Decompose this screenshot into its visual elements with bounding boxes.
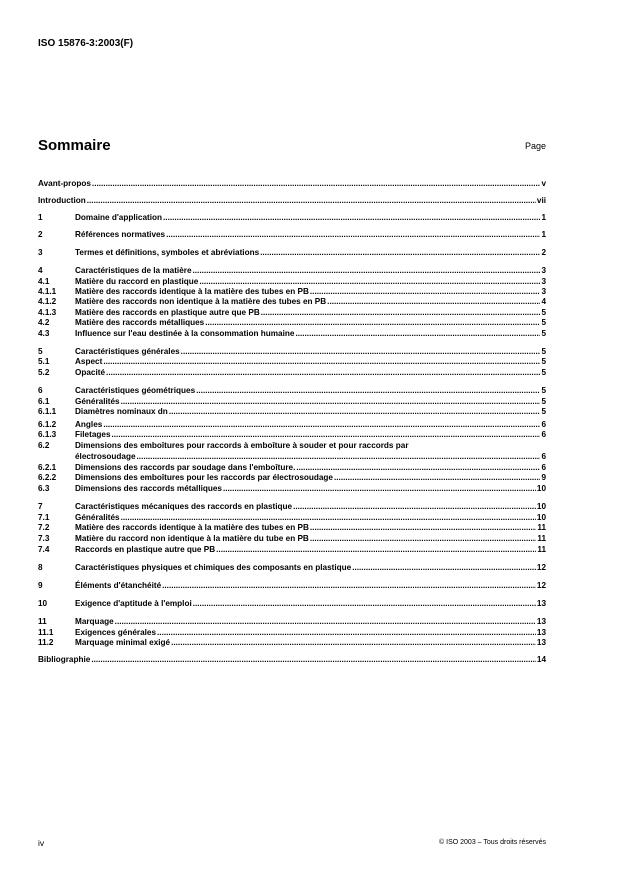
toc-entry[interactable] (38, 195, 546, 206)
toc-entry-number: 4.3 (38, 329, 50, 338)
toc-entry[interactable] (38, 212, 546, 223)
toc-entry[interactable] (38, 654, 546, 665)
toc-entry[interactable] (38, 247, 546, 258)
toc-leader-dots (169, 406, 541, 417)
toc-entry[interactable] (38, 328, 546, 339)
toc-entry-title: Filetages (75, 430, 111, 439)
toc-entry-number: 6.1.3 (38, 430, 57, 439)
toc-entry-page: 13 (536, 638, 546, 647)
toc-entry-number: 4.1.2 (38, 297, 57, 306)
toc-entry-number: 7.3 (38, 534, 50, 543)
toc-entry-title: Caractéristiques physiques et chimiques des composants en plastique (75, 563, 352, 572)
toc-entry-title: Exigence d'aptitude à l'emploi (75, 599, 192, 608)
toc-entry-page: 3 (541, 277, 546, 286)
footer-copyright: © ISO 2003 – Tous droits réservés (439, 839, 546, 846)
toc-entry-page: 13 (536, 628, 546, 637)
toc-entry-page: 5 (541, 357, 546, 366)
toc-entry[interactable] (38, 501, 546, 512)
toc-entry[interactable] (38, 533, 546, 544)
footer-page-number: iv (38, 838, 45, 848)
toc-entry-number: 4 (38, 266, 43, 275)
toc-entry-page: 3 (541, 266, 546, 275)
toc-entry-number: 7.4 (38, 545, 50, 554)
toc-entry-number: 11.2 (38, 638, 54, 647)
toc-entry-title: Dimensions des emboîtures pour raccords à emboîture à souder et pour raccords par (75, 441, 409, 450)
toc-entry-title: Éléments d'étanchéité (75, 581, 162, 590)
toc-leader-dots (260, 247, 540, 258)
toc-entry[interactable] (38, 296, 546, 307)
toc-entry-page: 1 (541, 213, 546, 222)
toc-entry-title: Matière des raccords en plastique autre que PB (75, 308, 260, 317)
toc-entry-title: Dimensions des raccords par soudage dans l'emboîture. (75, 463, 296, 472)
toc-entry-page: 2 (541, 248, 546, 257)
toc-entry-title: Marquage minimal exigé (75, 638, 171, 647)
toc-leader-dots (171, 637, 536, 648)
toc-entry-title: Marquage (75, 617, 114, 626)
toc-entry-number: 6.1.1 (38, 407, 57, 416)
toc-entry[interactable] (38, 616, 546, 627)
toc-entry-number: 1 (38, 213, 43, 222)
toc-entry-page: 6 (541, 463, 546, 472)
toc-leader-dots (310, 533, 537, 544)
toc-entry[interactable] (38, 229, 546, 240)
toc-entry-number: 5.2 (38, 368, 50, 377)
toc-entry-title: Dimensions des raccords métalliques (75, 484, 222, 493)
toc-entry[interactable] (38, 522, 546, 533)
toc-entry-page: v (541, 179, 546, 188)
toc-leader-dots (327, 296, 540, 307)
toc-entry-title: Matière des raccords identique à la matière des tubes en PB (75, 523, 309, 532)
toc-entry-page: 1 (541, 230, 546, 239)
toc-entry-page: 11 (537, 545, 546, 554)
toc-leader-dots (334, 472, 540, 483)
toc-entry-page: 5 (541, 329, 546, 338)
toc-entry-title-continued: électrosoudage (75, 452, 136, 461)
toc-entry-number: 6 (38, 386, 43, 395)
toc-entry-page: 9 (541, 473, 546, 482)
toc-entry-page: 5 (541, 386, 546, 395)
toc-entry-page: 12 (536, 581, 546, 590)
toc-entry-title: Caractéristiques générales (75, 347, 180, 356)
toc-entry-page: 4 (541, 297, 546, 306)
toc-entry-title: Matière du raccord non identique à la matière du tube en PB (75, 534, 309, 543)
toc-entry-page: 6 (541, 420, 546, 429)
toc-entry[interactable] (38, 367, 546, 378)
toc-entry-title: Caractéristiques de la matière (75, 266, 192, 275)
toc-leader-dots (106, 367, 540, 378)
toc-entry-page: 6 (541, 452, 546, 461)
toc-entry-title: Influence sur l'eau destinée à la consommation humaine (75, 329, 295, 338)
toc-entry-number: 11 (38, 617, 47, 626)
toc-entry-title: Matière du raccord en plastique (75, 277, 199, 286)
toc-entry-number: 6.1 (38, 397, 50, 406)
toc-entry-number: 2 (38, 230, 43, 239)
toc-leader-dots (352, 562, 536, 573)
toc-entry-page: 5 (541, 318, 546, 327)
toc-entry-number: 7.2 (38, 523, 50, 532)
toc-entry[interactable] (38, 562, 546, 573)
toc-entry-page: 10 (536, 484, 546, 493)
toc-entry-page: 5 (541, 368, 546, 377)
toc-entry-title: Caractéristiques géométriques (75, 386, 196, 395)
toc-entry-page: 5 (541, 397, 546, 406)
toc-entry[interactable] (38, 317, 546, 328)
toc-entry-page: 6 (541, 430, 546, 439)
toc-entry-page: 5 (541, 347, 546, 356)
toc-entry-title: Domaine d'application (75, 213, 163, 222)
toc-entry-page: 11 (537, 523, 546, 532)
toc-entry-number: 4.1.3 (38, 308, 57, 317)
toc-leader-dots (137, 451, 541, 462)
toc-entry[interactable] (38, 472, 546, 483)
toc-leader-dots (163, 212, 540, 223)
toc-entry-number: 5.1 (38, 357, 50, 366)
toc-entry-title: Références normatives (75, 230, 166, 239)
toc-leader-dots (166, 229, 540, 240)
toc-entry-title: Caractéristiques mécaniques des raccords en plastique (75, 502, 293, 511)
toc-entry-title: Raccords en plastique autre que PB (75, 545, 216, 554)
toc-entry[interactable] (38, 265, 546, 276)
toc-leader-dots (162, 580, 536, 591)
toc-leader-dots (193, 265, 541, 276)
toc-entry-number: 6.2.1 (38, 463, 57, 472)
toc-entry-page: 11 (537, 534, 546, 543)
toc-leader-dots (293, 501, 536, 512)
toc-entry-page: 3 (541, 287, 546, 296)
toc-entry[interactable] (38, 356, 546, 367)
toc-entry[interactable] (38, 429, 546, 440)
toc-entry-number: 6.3 (38, 484, 50, 493)
toc-entry[interactable] (38, 598, 546, 609)
toc-leader-dots (310, 522, 536, 533)
toc-entry-number: 7.1 (38, 513, 50, 522)
toc-entry-number: 6.2 (38, 441, 50, 450)
toc-entry-title: Généralités (75, 513, 120, 522)
toc-entry-page: vii (536, 196, 546, 205)
toc-entry-number: 9 (38, 581, 43, 590)
toc-entry[interactable] (38, 483, 546, 494)
toc-leader-dots (216, 544, 536, 555)
toc-leader-dots (193, 598, 536, 609)
toc-entry-page: 12 (536, 563, 546, 572)
toc-entry-title: Termes et définitions, symboles et abréviations (75, 248, 260, 257)
toc-entry-number: 4.1.1 (38, 287, 57, 296)
toc-entry-number: 4.1 (38, 277, 50, 286)
toc-leader-dots (115, 616, 536, 627)
toc-entry-title: Généralités (75, 397, 120, 406)
toc-leader-dots (205, 317, 540, 328)
toc-entry-number: 3 (38, 248, 43, 257)
toc-entry-title: Opacité (75, 368, 106, 377)
toc-entry-number: 5 (38, 347, 43, 356)
toc-entry-title: Dimensions des emboîtures pour les raccords par électrosoudage (75, 473, 333, 482)
toc-entry-title: Matière des raccords non identique à la matière des tubes en PB (75, 297, 327, 306)
toc-leader-dots (87, 195, 536, 206)
toc-entry-title: Bibliographie (38, 655, 91, 664)
toc-entry-title: Aspect (75, 357, 103, 366)
toc-leader-dots (196, 385, 540, 396)
toc-entry-title: Angles (75, 420, 103, 429)
toc-entry-number: 8 (38, 563, 43, 572)
toc-entry-title: Matière des raccords identique à la matière des tubes en PB (75, 287, 309, 296)
toc-entry-page: 14 (536, 655, 546, 664)
toc-entry-number: 7 (38, 502, 43, 511)
toc-entry-number: 6.1.2 (38, 420, 57, 429)
toc-entry-page: 5 (541, 407, 546, 416)
toc-entry-number: 11.1 (38, 628, 54, 637)
toc-entry-title: Avant-propos (38, 179, 91, 188)
toc-entry[interactable] (38, 178, 546, 189)
toc-entry-page: 10 (536, 513, 546, 522)
toc-entry[interactable] (38, 406, 546, 417)
page-column-label: Page (524, 141, 546, 151)
toc-entry-page: 13 (536, 599, 546, 608)
toc-entry-page: 10 (536, 502, 546, 511)
toc-leader-dots (103, 356, 540, 367)
page-title: Sommaire (38, 137, 111, 154)
toc-entry-number: 10 (38, 599, 48, 608)
toc-entry-number: 4.2 (38, 318, 50, 327)
toc-entry-number: 6.2.2 (38, 473, 57, 482)
toc-entry-title: Exigences générales (75, 628, 157, 637)
toc-entry-page: 5 (541, 308, 546, 317)
document-id: ISO 15876-3:2003(F) (38, 38, 134, 49)
toc-leader-dots (92, 178, 541, 189)
toc-entry[interactable] (38, 544, 546, 555)
toc-entry[interactable] (38, 637, 546, 648)
toc-leader-dots (295, 328, 540, 339)
toc-entry-title: Diamètres nominaux dn (75, 407, 168, 416)
toc-entry[interactable] (38, 385, 546, 396)
toc-leader-dots (112, 429, 541, 440)
toc-entry-title: Matière des raccords métalliques (75, 318, 205, 327)
toc-entry-page: 13 (536, 617, 546, 626)
toc-entry[interactable] (38, 440, 546, 462)
toc-entry[interactable] (38, 580, 546, 591)
toc-leader-dots (91, 654, 536, 665)
toc-entry-title: Introduction (38, 196, 86, 205)
toc-leader-dots (223, 483, 536, 494)
title-row (38, 137, 546, 157)
